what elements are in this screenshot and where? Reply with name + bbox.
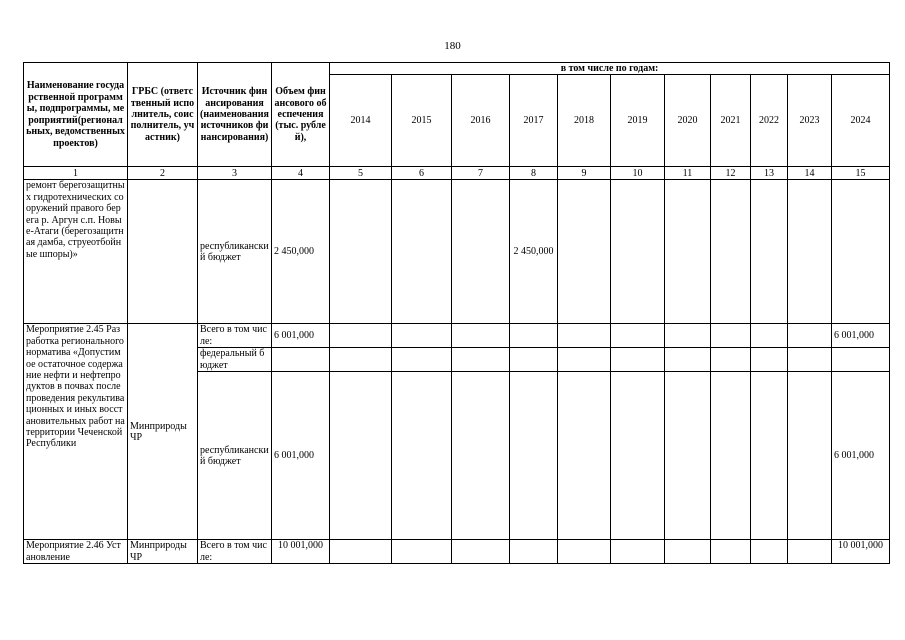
year-value: [751, 348, 788, 372]
header-source: Источник финансирования (наименования источников финансирования): [198, 63, 272, 167]
year-header: 2020: [665, 75, 711, 167]
year-value: [558, 372, 611, 540]
table-row: [24, 540, 890, 564]
year-value: [711, 372, 751, 540]
column-number: 6: [392, 167, 452, 180]
year-value: [510, 372, 558, 540]
year-value: [751, 540, 788, 564]
year-header: 2023: [788, 75, 832, 167]
finance-source: республиканский бюджет: [198, 372, 272, 540]
volume-value: [272, 348, 330, 372]
year-value: [558, 180, 611, 324]
year-value: [788, 324, 832, 348]
year-value: [392, 540, 452, 564]
year-header: 2022: [751, 75, 788, 167]
column-number: 2: [128, 167, 198, 180]
volume-value: 6 001,000: [272, 324, 330, 348]
header-grbs: ГРБС (ответственный исполнитель, соисполнитель, участник): [128, 63, 198, 167]
grbs-cell: Минприроды ЧР: [128, 324, 198, 540]
year-header: 2024: [832, 75, 890, 167]
finance-source: федеральный бюджет: [198, 348, 272, 372]
finance-source: Всего в том числе:: [198, 540, 272, 564]
column-number: 10: [611, 167, 665, 180]
year-value: [392, 348, 452, 372]
table-row: [24, 180, 890, 324]
year-value-2024: 6 001,000: [832, 324, 890, 348]
year-value: [510, 324, 558, 348]
year-value: [392, 180, 452, 324]
year-value: [611, 348, 665, 372]
year-value: [452, 324, 510, 348]
year-header: 2017: [510, 75, 558, 167]
year-value: [452, 180, 510, 324]
year-value: [330, 180, 392, 324]
column-number: 4: [272, 167, 330, 180]
year-header: 2015: [392, 75, 452, 167]
column-number: 3: [198, 167, 272, 180]
year-header: 2018: [558, 75, 611, 167]
year-value: [330, 372, 392, 540]
year-value: [611, 540, 665, 564]
year-value: [392, 324, 452, 348]
column-number: 5: [330, 167, 392, 180]
program-finance-table: [23, 62, 890, 564]
grbs-cell: Минприроды ЧР: [128, 540, 198, 564]
header-name: Наименование государственной программы, подпрограммы, мероприятий(региональных, ведомственных проектов): [24, 63, 128, 167]
year-value: [558, 540, 611, 564]
table-row: [24, 324, 890, 348]
year-value-2017: 2 450,000: [510, 180, 558, 324]
year-value-2024: 10 001,000: [832, 540, 890, 564]
year-value: [788, 180, 832, 324]
year-value: [788, 348, 832, 372]
year-value: [711, 324, 751, 348]
column-number: 1: [24, 167, 128, 180]
year-value: [665, 180, 711, 324]
year-value: [611, 324, 665, 348]
year-value: [751, 372, 788, 540]
page-number: 180: [444, 40, 461, 52]
finance-source: республиканский бюджет: [198, 180, 272, 324]
header-by-years: в том числе по годам:: [330, 63, 890, 75]
grbs-cell: [128, 180, 198, 324]
year-value: [510, 348, 558, 372]
year-value: [665, 540, 711, 564]
year-value: [452, 372, 510, 540]
year-value: [665, 324, 711, 348]
year-value-2024: 6 001,000: [832, 372, 890, 540]
year-value: [611, 372, 665, 540]
year-value: [330, 324, 392, 348]
column-number: 15: [832, 167, 890, 180]
year-value: [558, 348, 611, 372]
year-value: [665, 372, 711, 540]
volume-value: 2 450,000: [272, 180, 330, 324]
year-header: 2019: [611, 75, 665, 167]
year-value: [665, 348, 711, 372]
column-number: 12: [711, 167, 751, 180]
year-value: [452, 540, 510, 564]
year-value: [510, 540, 558, 564]
header-volume: Объем финансового обеспечения (тыс. рублей),: [272, 63, 330, 167]
column-number: 8: [510, 167, 558, 180]
volume-value: 6 001,000: [272, 372, 330, 540]
year-value: [832, 180, 890, 324]
year-value: [711, 180, 751, 324]
year-value: [832, 348, 890, 372]
year-value: [611, 180, 665, 324]
year-value: [751, 324, 788, 348]
measure-name: Мероприятие 2.46 Установление: [24, 540, 128, 564]
column-number: 14: [788, 167, 832, 180]
year-value: [711, 348, 751, 372]
year-value: [788, 372, 832, 540]
measure-name: Мероприятие 2.45 Разработка регионального норматива «Допустимое остаточное содержание нефти и нефтепродуктов в почвах после проведения рекультивационных и иных восстановительных работ на территории Чеченской Республики: [24, 324, 128, 540]
column-number-row: [24, 167, 890, 180]
year-header: 2016: [452, 75, 510, 167]
measure-name: ремонт берегозащитных гидротехнических сооружений правого берега р. Аргун с.п. Новые-Атаги (берегозащитная дамба, струеотбойные шпоры)»: [24, 180, 128, 324]
column-number: 13: [751, 167, 788, 180]
volume-value: 10 001,000: [272, 540, 330, 564]
year-value: [330, 540, 392, 564]
year-value: [711, 540, 751, 564]
year-value: [558, 324, 611, 348]
year-value: [330, 348, 392, 372]
column-number: 9: [558, 167, 611, 180]
column-number: 11: [665, 167, 711, 180]
year-header: 2014: [330, 75, 392, 167]
year-value: [452, 348, 510, 372]
column-number: 7: [452, 167, 510, 180]
year-value: [392, 372, 452, 540]
year-value: [751, 180, 788, 324]
finance-source: Всего в том числе:: [198, 324, 272, 348]
year-header: 2021: [711, 75, 751, 167]
year-value: [788, 540, 832, 564]
